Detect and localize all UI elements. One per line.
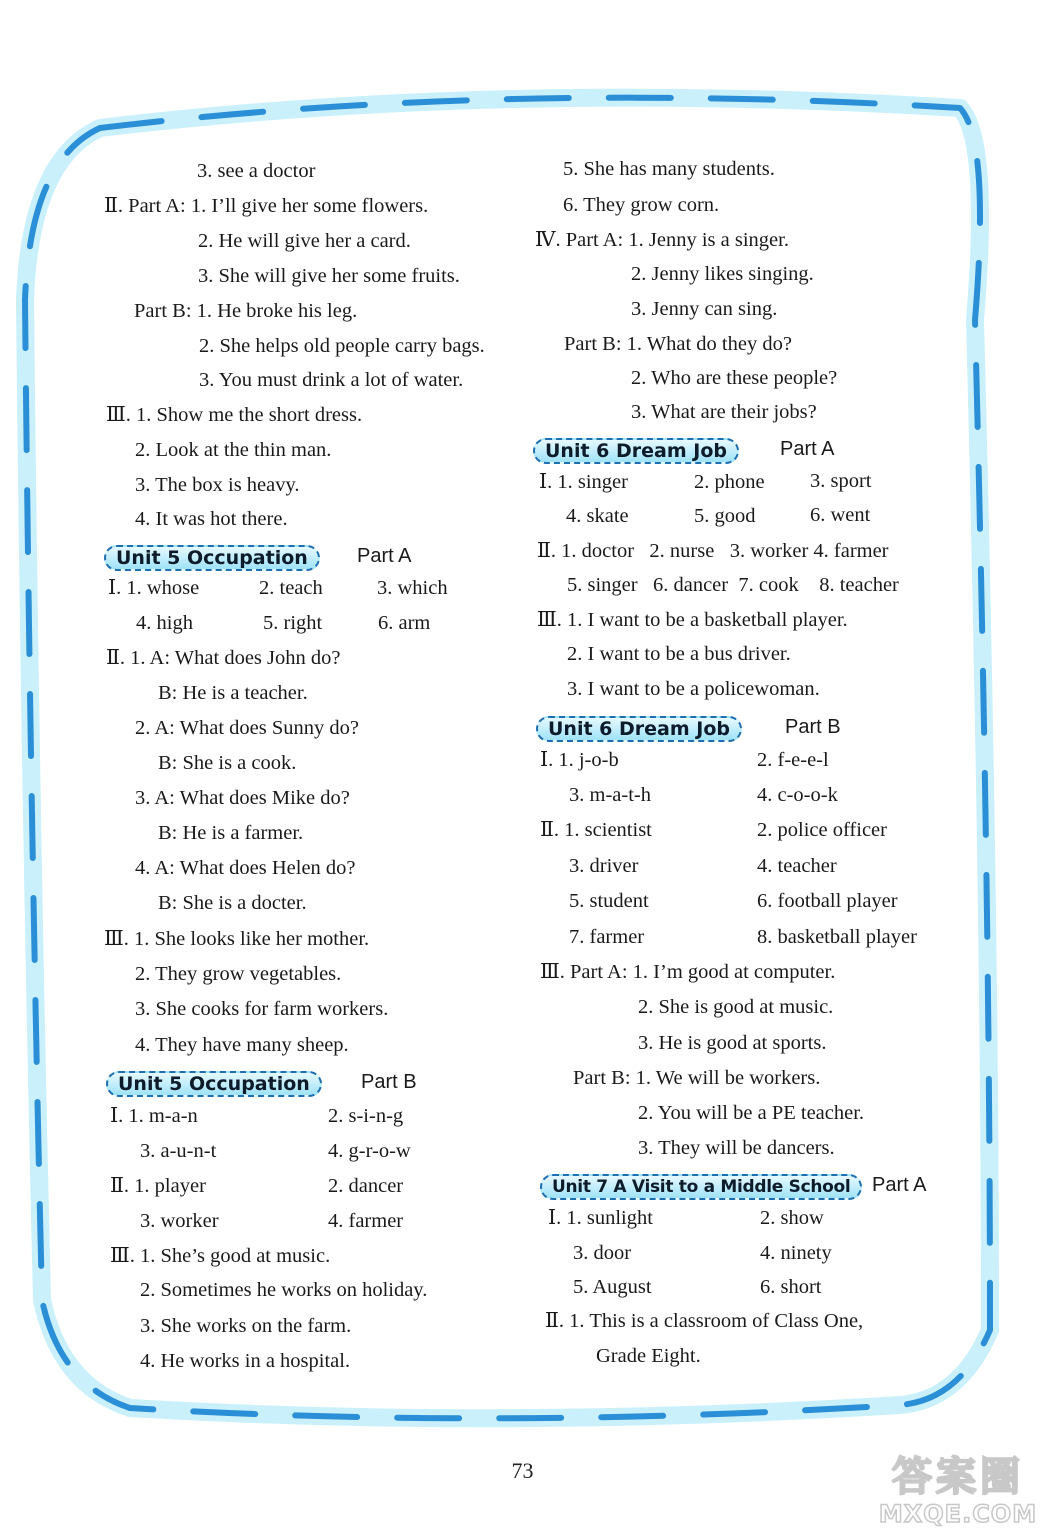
answer-line: 2. He will give her a card. [198,230,411,252]
part-label: Part B [361,1071,417,1093]
answer-line: Ⅱ. Part A: 1. I’ll give her some flowers. [104,195,429,217]
page-number: 73 [511,1458,534,1483]
answer-line: 3. sport [810,470,872,492]
answer-line: 2. police officer [757,819,887,841]
answer-line: 3. A: What does Mike do? [135,787,350,809]
answer-line: 3. She cooks for farm workers. [135,998,389,1020]
answer-line: 2. s-i-n-g [328,1105,404,1127]
answer-line: Part B: 1. We will be workers. [573,1067,821,1089]
svg-text:MXQE.COM: MXQE.COM [878,1500,1038,1528]
answer-line: 2. Jenny likes singing. [631,263,814,285]
answer-line: 3. which [377,577,448,599]
answer-line: 4. g-r-o-w [328,1140,411,1162]
answer-line: 4. ninety [760,1242,832,1264]
answer-line: 3. see a doctor [197,160,316,182]
answer-line: 5. right [263,612,323,634]
answer-line: 3. The box is heavy. [135,474,300,496]
answer-line: 2. dancer [328,1175,404,1197]
answer-line: 2. A: What does Sunny do? [135,717,359,739]
answer-line: 6. short [760,1276,822,1298]
answer-line: Ⅱ. 1. This is a classroom of Class One, [545,1310,864,1332]
answer-line: B: He is a teacher. [158,682,308,704]
answer-line: 4. c-o-o-k [757,784,838,806]
answer-line: Ⅱ. 1. doctor 2. nurse 3. worker 4. farmer [537,540,889,562]
answer-line: Part B: 1. What do they do? [564,333,792,355]
answer-line: 2. show [760,1207,824,1229]
answer-line: 3. They will be dancers. [638,1137,835,1159]
answer-line: 2. f-e-e-l [757,749,829,771]
answer-line: 4. high [136,612,193,634]
answer-line: 6. went [810,504,871,526]
answer-line: 3. I want to be a policewoman. [567,678,820,700]
answer-line: 4. skate [566,505,629,527]
answer-line: 5. student [569,890,649,912]
answer-line: 3. door [573,1242,632,1264]
answer-line: 3. She will give her some fruits. [198,265,460,287]
answer-line: Ⅰ. 1. m-a-n [110,1105,198,1127]
answer-line: 5. August [573,1276,652,1298]
answer-line: 3. m-a-t-h [569,784,651,806]
answer-line: 2. You will be a PE teacher. [638,1102,865,1124]
answer-line: 3. driver [569,855,639,877]
answer-line: 2. phone [694,471,765,493]
answer-line: Ⅳ. Part A: 1. Jenny is a singer. [535,229,789,251]
answer-line: 5. good [694,505,756,527]
answer-line: 4. teacher [757,855,837,877]
answer-line: Ⅰ. 1. j-o-b [540,749,619,771]
answer-line: B: She is a cook. [158,752,297,774]
answer-line: 3. You must drink a lot of water. [199,369,464,391]
answer-line: Ⅲ. Part A: 1. I’m good at computer. [540,961,836,983]
unit-badge: Unit 5 Occupation [104,545,320,571]
answer-line: Grade Eight. [596,1345,701,1367]
part-label: Part B [785,716,841,738]
answer-line: Ⅲ. 1. She looks like her mother. [104,928,370,950]
answer-line: B: He is a farmer. [158,822,304,844]
svg-text:答案圈: 答案圈 [892,1454,1024,1500]
answer-line: 2. Who are these people? [631,367,838,389]
unit-badge: Unit 5 Occupation [106,1071,322,1097]
answer-line: 3. Jenny can sing. [631,298,778,320]
answer-line: 4. A: What does Helen do? [135,857,356,879]
answer-line: Ⅰ. 1. whose [108,577,200,599]
answer-line: Ⅰ. 1. singer [539,471,628,493]
answer-line: 2. They grow vegetables. [135,963,342,985]
answer-line: Part B: 1. He broke his leg. [134,300,358,322]
answer-line: 3. worker [140,1210,219,1232]
part-label: Part A [780,438,835,460]
answer-line: 4. farmer [328,1210,404,1232]
answer-line: 5. She has many students. [563,158,775,180]
answer-line: Ⅱ. 1. scientist [540,819,652,841]
answer-line: B: She is a docter. [158,892,307,914]
answer-line: 5. singer 6. dancer 7. cook 8. teacher [567,574,899,596]
answer-line: 3. a-u-n-t [140,1140,217,1162]
answer-line: 6. They grow corn. [563,194,720,216]
answer-line: Ⅰ. 1. sunlight [548,1207,653,1229]
unit-badge: Unit 7 A Visit to a Middle School [540,1174,862,1200]
answer-line: 2. Look at the thin man. [135,439,332,461]
answer-line: 3. She works on the farm. [140,1315,352,1337]
answer-line: 2. Sometimes he works on holiday. [140,1279,428,1301]
answer-line: Ⅲ. 1. Show me the short dress. [106,404,363,426]
answer-line: 7. farmer [569,926,645,948]
answer-line: 2. I want to be a bus driver. [567,643,791,665]
answer-line: 8. basketball player [757,926,917,948]
watermark-logo [872,1446,1044,1528]
answer-line: 4. It was hot there. [135,508,288,530]
answer-line: 6. football player [757,890,898,912]
answer-line: 3. He is good at sports. [638,1032,827,1054]
answer-line: 3. What are their jobs? [631,401,817,423]
answer-line: Ⅱ. 1. player [110,1175,206,1197]
answer-line: 2. She helps old people carry bags. [199,335,485,357]
answer-line: 4. He works in a hospital. [140,1350,351,1372]
part-label: Part A [357,545,412,567]
answer-line: 6. arm [378,612,431,634]
answer-line: Ⅲ. 1. I want to be a basketball player. [537,609,848,631]
answer-line: 4. They have many sheep. [135,1034,349,1056]
answer-line: 2. She is good at music. [638,996,834,1018]
answer-line: Ⅲ. 1. She’s good at music. [110,1245,331,1267]
unit-badge: Unit 6 Dream Job [533,438,739,464]
part-label: Part A [872,1174,927,1196]
answer-line: Ⅱ. 1. A: What does John do? [106,647,341,669]
answer-line: 2. teach [259,577,323,599]
unit-badge: Unit 6 Dream Job [536,716,742,742]
